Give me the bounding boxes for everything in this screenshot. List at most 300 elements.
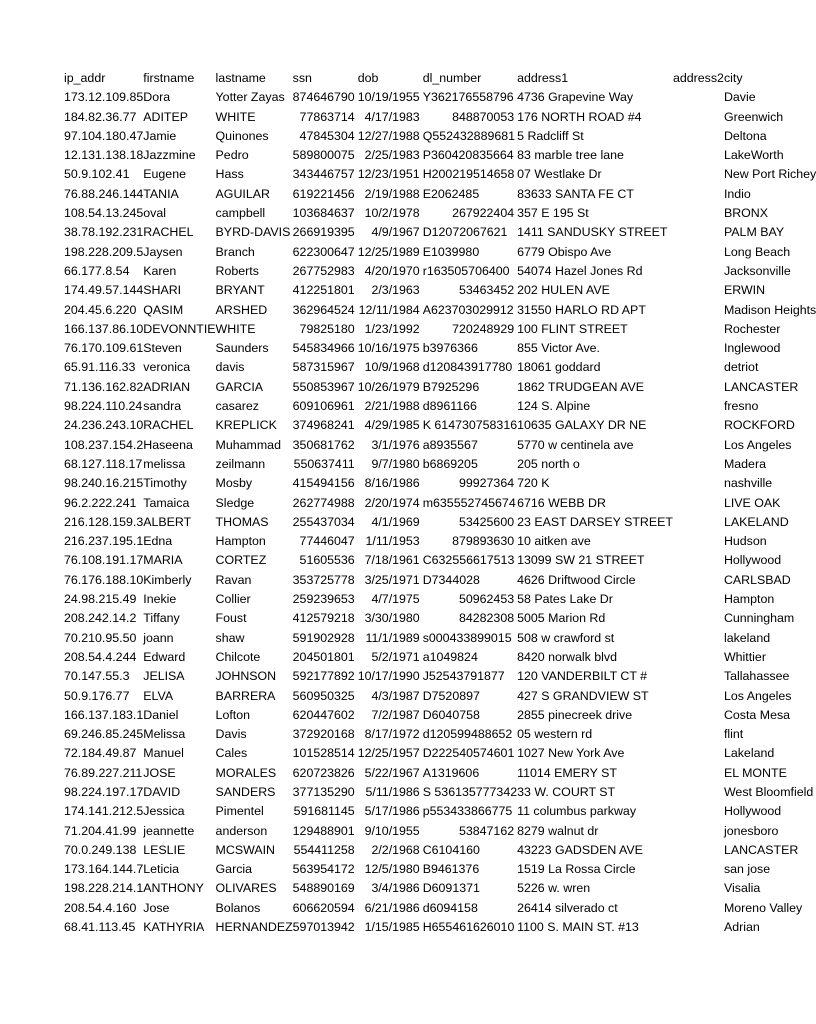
cell-ip_addr[interactable]: 24.98.215.49 bbox=[64, 592, 137, 607]
cell-firstname[interactable]: jeannette bbox=[143, 823, 195, 838]
cell-lastname[interactable]: Yotter Zayas bbox=[215, 90, 285, 105]
cell-firstname[interactable]: Leticia bbox=[143, 862, 180, 877]
cell-city[interactable]: LIVE OAK bbox=[723, 495, 781, 510]
cell-address1[interactable]: 120 VANDERBILT CT # bbox=[517, 669, 648, 684]
cell-ip_addr[interactable]: 12.131.138.18 bbox=[64, 148, 144, 163]
cell-firstname[interactable]: Inekie bbox=[143, 592, 177, 607]
cell-ssn[interactable]: 620723826 bbox=[292, 765, 355, 780]
cell-address1[interactable]: 508 w crawford st bbox=[517, 630, 615, 645]
cell-dob[interactable]: 2/3/1963 bbox=[371, 283, 420, 298]
cell-lastname[interactable]: Roberts bbox=[215, 263, 259, 278]
cell-dob[interactable]: 12/11/1984 bbox=[358, 302, 420, 317]
cell-lastname[interactable]: Branch bbox=[215, 244, 255, 259]
cell-firstname[interactable]: Haseena bbox=[143, 437, 193, 452]
cell-ssn[interactable]: 550853967 bbox=[292, 379, 355, 394]
cell-dob[interactable]: 4/1/1969 bbox=[371, 514, 420, 529]
cell-city[interactable]: LakeWorth bbox=[723, 148, 784, 163]
cell-dob[interactable]: 5/11/1986 bbox=[365, 784, 420, 799]
cell-ip_addr[interactable]: 70.147.55.3 bbox=[64, 669, 130, 684]
cell-ssn[interactable]: 560950325 bbox=[292, 688, 355, 703]
cell-address2[interactable] bbox=[673, 899, 724, 918]
cell-lastname[interactable]: SANDERS bbox=[215, 784, 276, 799]
cell-firstname[interactable]: Karen bbox=[143, 263, 177, 278]
cell-address1[interactable]: 5770 w centinela ave bbox=[517, 437, 634, 452]
cell-ip_addr[interactable]: 208.242.14.2 bbox=[64, 611, 137, 626]
cell-address2[interactable] bbox=[673, 513, 724, 532]
column-header-ip_addr[interactable]: ip_addr bbox=[64, 71, 106, 85]
cell-lastname[interactable]: Pedro bbox=[215, 148, 249, 163]
cell-address1[interactable]: 8279 walnut dr bbox=[517, 823, 599, 838]
cell-address1[interactable]: 176 NORTH ROAD #4 bbox=[517, 109, 642, 124]
cell-dob[interactable]: 3/25/1971 bbox=[364, 572, 420, 587]
cell-ip_addr[interactable]: 71.136.162.82 bbox=[64, 379, 144, 394]
cell-address1[interactable]: 6716 WEBB DR bbox=[517, 495, 606, 510]
cell-address1[interactable]: 4626 Driftwood Circle bbox=[517, 572, 636, 587]
cell-ssn[interactable]: 592177892 bbox=[292, 669, 355, 684]
cell-firstname[interactable]: RACHEL bbox=[143, 225, 194, 240]
cell-dl_number[interactable]: B7925296 bbox=[422, 379, 480, 394]
cell-lastname[interactable]: Lofton bbox=[215, 707, 250, 722]
cell-ssn[interactable]: 591902928 bbox=[292, 630, 355, 645]
column-header-lastname[interactable]: lastname bbox=[215, 71, 266, 85]
cell-dl_number[interactable]: H655461626010 bbox=[422, 920, 515, 935]
cell-dob[interactable]: 5/22/1967 bbox=[364, 765, 420, 780]
cell-city[interactable]: Visalia bbox=[723, 881, 761, 896]
cell-address1[interactable]: 1519 La Rossa Circle bbox=[517, 862, 636, 877]
cell-address1[interactable]: 5005 Marion Rd bbox=[517, 611, 606, 626]
cell-address2[interactable] bbox=[673, 629, 724, 648]
cell-dob[interactable]: 2/19/1988 bbox=[364, 186, 420, 201]
column-header-address1[interactable]: address1 bbox=[517, 71, 569, 85]
cell-lastname[interactable]: WHITE bbox=[215, 321, 256, 336]
cell-address1[interactable]: 10635 GALAXY DR NE bbox=[517, 418, 647, 433]
cell-city[interactable]: Hampton bbox=[723, 592, 775, 607]
column-header-dob[interactable]: dob bbox=[357, 71, 379, 85]
cell-address1[interactable]: 6779 Obispo Ave bbox=[517, 244, 612, 259]
cell-ssn[interactable]: 554411258 bbox=[293, 842, 355, 857]
cell-lastname[interactable]: AGUILAR bbox=[215, 186, 270, 201]
cell-dob[interactable]: 2/2/1968 bbox=[371, 842, 420, 857]
cell-lastname[interactable]: Cales bbox=[215, 746, 248, 761]
cell-address1[interactable]: 855 Victor Ave. bbox=[517, 341, 601, 356]
cell-dob[interactable]: 3/30/1980 bbox=[364, 611, 420, 626]
cell-firstname[interactable]: Jessica bbox=[143, 804, 185, 819]
cell-ssn[interactable]: 377135290 bbox=[292, 784, 355, 799]
cell-dob[interactable]: 2/20/1974 bbox=[364, 495, 420, 510]
cell-city[interactable]: jonesboro bbox=[723, 823, 779, 838]
cell-ip_addr[interactable]: 76.89.227.211 bbox=[64, 765, 143, 780]
cell-dl_number[interactable]: b6869205 bbox=[422, 456, 478, 471]
cell-ip_addr[interactable]: 68.127.118.17 bbox=[64, 456, 143, 471]
cell-ssn[interactable]: 415494156 bbox=[292, 476, 355, 491]
cell-city[interactable]: Hollywood bbox=[723, 553, 782, 568]
cell-city[interactable]: LANCASTER bbox=[723, 379, 799, 394]
cell-ip_addr[interactable]: 216.237.195.1 bbox=[64, 534, 144, 549]
cell-city[interactable]: Costa Mesa bbox=[723, 707, 791, 722]
cell-dl_number[interactable]: E2062485 bbox=[422, 186, 480, 201]
cell-dob[interactable]: 2/21/1988 bbox=[364, 399, 420, 414]
cell-ssn[interactable]: 77446047 bbox=[299, 534, 355, 549]
cell-ssn[interactable]: 267752983 bbox=[292, 263, 355, 278]
cell-city[interactable]: LANCASTER bbox=[723, 842, 799, 857]
cell-city[interactable]: san jose bbox=[723, 862, 771, 877]
cell-ip_addr[interactable]: 50.9.176.77 bbox=[64, 688, 130, 703]
cell-address2[interactable] bbox=[673, 551, 724, 570]
cell-dob[interactable]: 7/18/1961 bbox=[364, 553, 420, 568]
cell-lastname[interactable]: OLIVARES bbox=[215, 881, 277, 896]
cell-address2[interactable] bbox=[673, 725, 724, 744]
cell-ip_addr[interactable]: 97.104.180.47 bbox=[64, 128, 144, 143]
cell-dob[interactable]: 12/25/1957 bbox=[357, 746, 420, 761]
cell-city[interactable]: Cunningham bbox=[723, 611, 795, 626]
cell-ip_addr[interactable]: 198.228.214.1 bbox=[64, 881, 144, 896]
cell-ip_addr[interactable]: 68.41.113.45 bbox=[64, 920, 136, 935]
cell-dob[interactable]: 4/29/1985 bbox=[364, 418, 420, 433]
cell-dl_number[interactable]: J52543791877 bbox=[422, 669, 505, 684]
cell-lastname[interactable]: davis bbox=[215, 360, 245, 375]
cell-dl_number[interactable]: B9461376 bbox=[422, 862, 480, 877]
cell-address2[interactable] bbox=[673, 108, 724, 127]
cell-dob[interactable]: 10/17/1990 bbox=[357, 669, 420, 684]
cell-address2[interactable] bbox=[673, 243, 724, 262]
cell-lastname[interactable]: Chilcote bbox=[215, 649, 261, 664]
cell-dob[interactable]: 1/11/1953 bbox=[365, 534, 420, 549]
cell-address2[interactable] bbox=[673, 127, 724, 146]
cell-firstname[interactable]: oval bbox=[143, 206, 166, 221]
cell-ip_addr[interactable]: 76.170.109.61 bbox=[64, 341, 144, 356]
cell-dob[interactable]: 4/17/1983 bbox=[364, 109, 420, 124]
cell-ip_addr[interactable]: 98.240.16.215 bbox=[64, 476, 144, 491]
cell-dl_number[interactable]: 99927364 bbox=[458, 476, 515, 491]
cell-lastname[interactable]: THOMAS bbox=[215, 514, 269, 529]
cell-address1[interactable]: 11 columbus parkway bbox=[517, 804, 637, 819]
cell-ip_addr[interactable]: 96.2.222.241 bbox=[64, 495, 137, 510]
cell-lastname[interactable]: Bolanos bbox=[215, 900, 261, 915]
cell-address1[interactable]: 33 W. COURT ST bbox=[517, 784, 616, 799]
cell-address2[interactable] bbox=[673, 378, 724, 397]
cell-address1[interactable]: 54074 Hazel Jones Rd bbox=[517, 263, 643, 278]
cell-firstname[interactable]: Tiffany bbox=[143, 611, 180, 626]
cell-lastname[interactable]: zeilmann bbox=[215, 456, 266, 471]
cell-ip_addr[interactable]: 108.237.154.2 bbox=[64, 437, 144, 452]
cell-lastname[interactable]: Muhammad bbox=[215, 437, 281, 452]
cell-ssn[interactable]: 609106961 bbox=[292, 399, 355, 414]
cell-ssn[interactable]: 412251801 bbox=[292, 283, 355, 298]
cell-address1[interactable]: 1411 SANDUSKY STREET bbox=[517, 225, 668, 240]
cell-dob[interactable]: 12/5/1980 bbox=[364, 862, 420, 877]
cell-firstname[interactable]: QASIM bbox=[143, 302, 184, 317]
cell-dob[interactable]: 9/7/1980 bbox=[371, 456, 420, 471]
cell-ssn[interactable]: 101528514 bbox=[292, 746, 355, 761]
cell-city[interactable]: ERWIN bbox=[723, 283, 766, 298]
cell-address1[interactable]: 58 Pates Lake Dr bbox=[517, 592, 613, 607]
cell-city[interactable]: Hollywood bbox=[723, 804, 782, 819]
cell-ip_addr[interactable]: 98.224.197.17 bbox=[64, 784, 144, 799]
cell-address2[interactable] bbox=[673, 802, 724, 821]
cell-dl_number[interactable]: H200219514658 bbox=[422, 167, 515, 182]
cell-dl_number[interactable]: D6040758 bbox=[422, 707, 480, 722]
cell-city[interactable]: Long Beach bbox=[723, 244, 791, 259]
cell-dl_number[interactable]: A623703029912 bbox=[422, 302, 514, 317]
cell-firstname[interactable]: DEVONNTIE bbox=[143, 321, 216, 336]
cell-dob[interactable]: 10/19/1955 bbox=[357, 90, 420, 105]
cell-dl_number[interactable]: 84282308 bbox=[458, 611, 515, 626]
cell-dob[interactable]: 12/27/1988 bbox=[357, 128, 420, 143]
cell-ip_addr[interactable]: 184.82.36.77 bbox=[64, 109, 137, 124]
cell-firstname[interactable]: Manuel bbox=[143, 746, 184, 761]
cell-ssn[interactable]: 412579218 bbox=[292, 611, 355, 626]
cell-address2[interactable] bbox=[673, 841, 724, 860]
cell-dl_number[interactable]: 720248929 bbox=[452, 321, 515, 336]
cell-address2[interactable] bbox=[673, 571, 724, 590]
cell-dl_number[interactable]: d120843917780 bbox=[422, 360, 513, 375]
cell-city[interactable]: nashville bbox=[723, 476, 773, 491]
cell-ip_addr[interactable]: 166.137.86.10 bbox=[64, 321, 144, 336]
cell-dob[interactable]: 4/9/1967 bbox=[371, 225, 420, 240]
cell-lastname[interactable]: Quinones bbox=[215, 128, 269, 143]
cell-firstname[interactable]: Daniel bbox=[143, 707, 179, 722]
cell-ssn[interactable]: 77863714 bbox=[299, 109, 355, 124]
cell-firstname[interactable]: Kimberly bbox=[143, 572, 192, 587]
cell-ssn[interactable]: 79825180 bbox=[299, 321, 355, 336]
cell-address2[interactable] bbox=[673, 301, 724, 320]
cell-lastname[interactable]: MCSWAIN bbox=[215, 842, 275, 857]
cell-lastname[interactable]: CORTEZ bbox=[215, 553, 267, 568]
cell-ssn[interactable]: 51605536 bbox=[299, 553, 355, 568]
cell-ip_addr[interactable]: 174.141.212.5 bbox=[64, 804, 144, 819]
cell-address1[interactable]: 26414 silverado ct bbox=[517, 900, 618, 915]
cell-address1[interactable]: 5 Radcliff St bbox=[517, 128, 584, 143]
cell-city[interactable]: Rochester bbox=[723, 321, 781, 336]
cell-dob[interactable]: 8/16/1986 bbox=[364, 476, 420, 491]
cell-dob[interactable]: 10/26/1979 bbox=[357, 379, 420, 394]
cell-ssn[interactable]: 606620594 bbox=[292, 900, 355, 915]
cell-lastname[interactable]: Garcia bbox=[215, 862, 253, 877]
cell-city[interactable]: Tallahassee bbox=[723, 669, 790, 684]
cell-firstname[interactable]: Steven bbox=[143, 341, 182, 356]
cell-city[interactable]: detriot bbox=[723, 360, 759, 375]
cell-ip_addr[interactable]: 198.228.209.5 bbox=[64, 244, 144, 259]
cell-ssn[interactable]: 597013942 bbox=[292, 920, 355, 935]
cell-ssn[interactable]: 343446757 bbox=[292, 167, 355, 182]
cell-address1[interactable]: 5226 w. wren bbox=[517, 881, 591, 896]
cell-address2[interactable] bbox=[673, 204, 724, 223]
cell-lastname[interactable]: Collier bbox=[215, 592, 251, 607]
cell-dl_number[interactable]: d6094158 bbox=[422, 900, 478, 915]
cell-address1[interactable]: 2855 pinecreek drive bbox=[517, 707, 633, 722]
cell-city[interactable]: Jacksonville bbox=[723, 263, 791, 278]
cell-ssn[interactable]: 129488901 bbox=[292, 823, 355, 838]
cell-lastname[interactable]: JOHNSON bbox=[215, 669, 277, 684]
cell-firstname[interactable]: Melissa bbox=[143, 727, 186, 742]
cell-dl_number[interactable]: C632556617513 bbox=[422, 553, 515, 568]
cell-dl_number[interactable]: K 614730758316 bbox=[422, 418, 518, 433]
cell-lastname[interactable]: Mosby bbox=[215, 476, 253, 491]
cell-address1[interactable]: 427 S GRANDVIEW ST bbox=[517, 688, 649, 703]
column-header-ssn[interactable]: ssn bbox=[292, 71, 312, 85]
cell-dl_number[interactable]: 50962453 bbox=[458, 592, 515, 607]
cell-ssn[interactable]: 374968241 bbox=[292, 418, 355, 433]
cell-ip_addr[interactable]: 173.164.144.7 bbox=[64, 862, 144, 877]
cell-firstname[interactable]: Timothy bbox=[143, 476, 187, 491]
cell-dl_number[interactable]: D12072067621 bbox=[422, 225, 508, 240]
cell-lastname[interactable]: KREPLICK bbox=[215, 418, 277, 433]
cell-ssn[interactable]: 548890169 bbox=[292, 881, 355, 896]
cell-ssn[interactable]: 563954172 bbox=[292, 862, 355, 877]
cell-dl_number[interactable]: r163505706400 bbox=[422, 263, 510, 278]
cell-dob[interactable]: 3/1/1976 bbox=[371, 437, 420, 452]
cell-lastname[interactable]: Davis bbox=[215, 727, 247, 742]
cell-address2[interactable] bbox=[673, 436, 724, 455]
cell-lastname[interactable]: Foust bbox=[215, 611, 247, 626]
cell-address1[interactable]: 124 S. Alpine bbox=[517, 399, 591, 414]
cell-ssn[interactable]: 545834966 bbox=[292, 341, 355, 356]
cell-dl_number[interactable]: D222540574601 bbox=[422, 746, 515, 761]
cell-lastname[interactable]: campbell bbox=[215, 206, 266, 221]
cell-firstname[interactable]: sandra bbox=[143, 399, 182, 414]
cell-ip_addr[interactable]: 70.210.95.50 bbox=[64, 630, 137, 645]
cell-ip_addr[interactable]: 98.224.110.24 bbox=[64, 399, 143, 414]
cell-ip_addr[interactable]: 76.108.191.17 bbox=[64, 553, 144, 568]
cell-lastname[interactable]: Pimentel bbox=[215, 804, 264, 819]
cell-address1[interactable]: 1862 TRUDGEAN AVE bbox=[517, 379, 645, 394]
cell-city[interactable]: Greenwich bbox=[723, 109, 784, 124]
cell-address1[interactable]: 205 north o bbox=[517, 456, 580, 471]
cell-ip_addr[interactable]: 216.128.159.3 bbox=[64, 514, 144, 529]
cell-dl_number[interactable]: Y362176558796 bbox=[422, 90, 514, 105]
cell-firstname[interactable]: JOSE bbox=[143, 765, 176, 780]
cell-address1[interactable]: 1100 S. MAIN ST. #13 bbox=[517, 920, 639, 935]
cell-address1[interactable]: 10 aitken ave bbox=[517, 534, 591, 549]
cell-address1[interactable]: 357 E 195 St bbox=[517, 206, 589, 221]
cell-lastname[interactable]: casarez bbox=[215, 399, 259, 414]
cell-city[interactable]: Davie bbox=[723, 90, 756, 105]
cell-address1[interactable]: 07 Westlake Dr bbox=[517, 167, 602, 182]
cell-lastname[interactable]: BYRD-DAVIS bbox=[215, 225, 291, 240]
cell-lastname[interactable]: Hampton bbox=[215, 534, 266, 549]
cell-firstname[interactable]: ADITEP bbox=[143, 109, 189, 124]
cell-ip_addr[interactable]: 24.236.243.10 bbox=[64, 418, 144, 433]
cell-firstname[interactable]: RACHEL bbox=[143, 418, 194, 433]
cell-firstname[interactable]: ANTHONY bbox=[143, 881, 204, 896]
cell-lastname[interactable]: HERNANDEZ bbox=[215, 920, 293, 935]
cell-address2[interactable] bbox=[673, 146, 724, 165]
cell-city[interactable]: LAKELAND bbox=[723, 514, 789, 529]
cell-dl_number[interactable]: S 536135777342 bbox=[422, 784, 518, 799]
cell-city[interactable]: Los Angeles bbox=[723, 437, 792, 452]
column-header-address2[interactable]: address2 bbox=[672, 71, 724, 85]
cell-ip_addr[interactable]: 50.9.102.41 bbox=[64, 167, 130, 182]
cell-ip_addr[interactable]: 208.54.4.160 bbox=[64, 900, 137, 915]
cell-dob[interactable]: 11/1/1989 bbox=[365, 630, 420, 645]
cell-city[interactable]: Inglewood bbox=[723, 341, 781, 356]
cell-address2[interactable] bbox=[673, 879, 724, 898]
cell-dl_number[interactable]: m635552745674 bbox=[422, 495, 516, 510]
cell-lastname[interactable]: MORALES bbox=[215, 765, 277, 780]
cell-ssn[interactable]: 587315967 bbox=[292, 360, 355, 375]
cell-firstname[interactable]: SHARI bbox=[143, 283, 182, 298]
cell-address2[interactable] bbox=[673, 185, 724, 204]
cell-dl_number[interactable]: D6091371 bbox=[422, 881, 480, 896]
cell-firstname[interactable]: LESLIE bbox=[143, 842, 186, 857]
cell-ssn[interactable]: 591681145 bbox=[293, 804, 355, 819]
cell-dob[interactable]: 2/25/1983 bbox=[364, 148, 420, 163]
cell-ip_addr[interactable]: 76.176.188.10 bbox=[64, 572, 144, 587]
cell-lastname[interactable]: BRYANT bbox=[215, 283, 265, 298]
cell-address2[interactable] bbox=[673, 706, 724, 725]
cell-city[interactable]: Madison Heights bbox=[723, 302, 816, 317]
cell-ip_addr[interactable]: 208.54.4.244 bbox=[64, 649, 137, 664]
cell-address1[interactable]: 720 K bbox=[517, 476, 550, 491]
cell-ip_addr[interactable]: 76.88.246.144 bbox=[64, 186, 144, 201]
cell-firstname[interactable]: Tamaica bbox=[143, 495, 190, 510]
cell-address2[interactable] bbox=[673, 474, 724, 493]
cell-ssn[interactable]: 622300647 bbox=[292, 244, 355, 259]
cell-address1[interactable]: 83633 SANTA FE CT bbox=[517, 186, 634, 201]
cell-dl_number[interactable]: E1039980 bbox=[422, 244, 480, 259]
cell-lastname[interactable]: shaw bbox=[215, 630, 245, 645]
cell-firstname[interactable]: Dora bbox=[143, 90, 171, 105]
cell-city[interactable]: Indio bbox=[723, 186, 751, 201]
cell-address1[interactable]: 05 western rd bbox=[517, 727, 593, 742]
cell-dl_number[interactable]: 879893630 bbox=[452, 534, 515, 549]
cell-lastname[interactable]: Saunders bbox=[215, 341, 269, 356]
cell-dob[interactable]: 7/2/1987 bbox=[371, 707, 420, 722]
cell-dob[interactable]: 1/23/1992 bbox=[364, 321, 420, 336]
cell-firstname[interactable]: TANIA bbox=[143, 186, 179, 201]
cell-ip_addr[interactable]: 72.184.49.87 bbox=[64, 746, 137, 761]
cell-lastname[interactable]: WHITE bbox=[215, 109, 256, 124]
cell-address2[interactable] bbox=[673, 455, 724, 474]
cell-firstname[interactable]: Edward bbox=[143, 649, 186, 664]
cell-city[interactable]: BRONX bbox=[723, 206, 769, 221]
cell-ssn[interactable]: 259239653 bbox=[292, 592, 355, 607]
cell-dob[interactable]: 4/3/1987 bbox=[371, 688, 420, 703]
cell-ssn[interactable]: 350681762 bbox=[292, 437, 355, 452]
cell-address2[interactable] bbox=[673, 764, 724, 783]
cell-ssn[interactable]: 874646790 bbox=[292, 90, 355, 105]
cell-address1[interactable]: 43223 GADSDEN AVE bbox=[517, 842, 643, 857]
cell-dl_number[interactable]: a8935567 bbox=[422, 437, 478, 452]
cell-dob[interactable]: 10/9/1968 bbox=[364, 360, 420, 375]
cell-firstname[interactable]: KATHYRIA bbox=[143, 920, 205, 935]
cell-firstname[interactable]: Jazzmine bbox=[143, 148, 196, 163]
cell-city[interactable]: Adrian bbox=[723, 920, 760, 935]
cell-firstname[interactable]: Edna bbox=[143, 534, 173, 549]
cell-address1[interactable]: 18061 goddard bbox=[517, 360, 601, 375]
cell-city[interactable]: Hudson bbox=[723, 534, 767, 549]
cell-ip_addr[interactable]: 70.0.249.138 bbox=[64, 842, 137, 857]
cell-city[interactable]: New Port Richey bbox=[723, 167, 816, 182]
cell-city[interactable]: CARLSBAD bbox=[723, 572, 791, 587]
cell-dl_number[interactable]: D7520897 bbox=[422, 688, 480, 703]
cell-dl_number[interactable]: b3976366 bbox=[422, 341, 478, 356]
cell-ssn[interactable]: 204501801 bbox=[292, 649, 355, 664]
cell-lastname[interactable]: Ravan bbox=[215, 572, 252, 587]
cell-dl_number[interactable]: 53425600 bbox=[458, 514, 515, 529]
cell-address2[interactable] bbox=[673, 822, 724, 841]
cell-ssn[interactable]: 103684637 bbox=[292, 206, 355, 221]
cell-address2[interactable] bbox=[673, 494, 724, 513]
cell-firstname[interactable]: ADRIAN bbox=[143, 379, 191, 394]
cell-ip_addr[interactable]: 66.177.8.54 bbox=[64, 263, 130, 278]
cell-city[interactable]: fresno bbox=[723, 399, 759, 414]
cell-address2[interactable] bbox=[673, 416, 724, 435]
cell-address2[interactable] bbox=[673, 320, 724, 339]
cell-lastname[interactable]: GARCIA bbox=[215, 379, 264, 394]
cell-lastname[interactable]: Hass bbox=[215, 167, 244, 182]
cell-ssn[interactable]: 353725778 bbox=[292, 572, 355, 587]
